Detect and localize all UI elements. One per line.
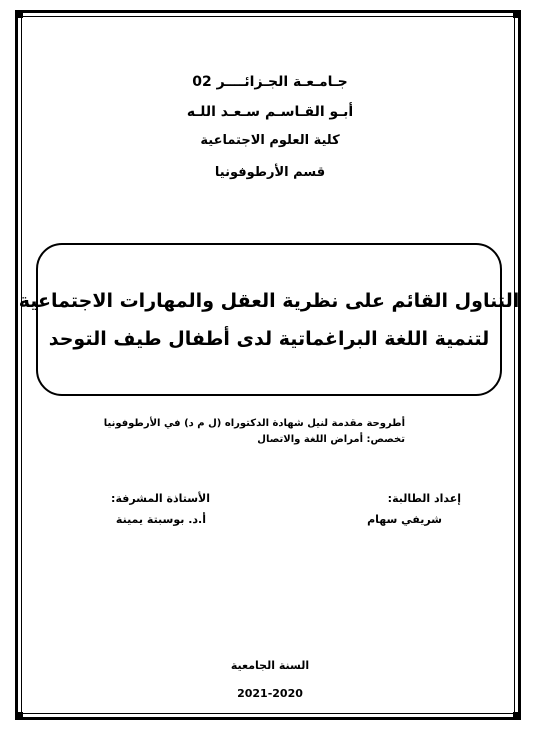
border-corner-top-left [15, 10, 23, 18]
university-title: جـامـعـة الجـزائــــر 02 [192, 74, 348, 90]
thesis-specialty: تخصص: أمراض اللغة والاتصال [257, 434, 405, 445]
border-corner-top-right [513, 10, 521, 18]
thesis-title-line-1: التناول القائم على نظرية العقل والمهارات الاجتماعية [18, 289, 520, 312]
border-corner-bottom-right [513, 712, 521, 720]
thesis-title-box [18, 243, 520, 396]
thesis-title-line-2: لتنمية اللغة البراغماتية لدى أطفال طيف التوحد [48, 327, 490, 350]
supervisor-label: الأستاذة المشرفة: [111, 492, 210, 505]
academic-year: 2021-2020 [237, 687, 303, 700]
supervisor-name: أ.د. بوسبتة يمينة [115, 513, 206, 526]
university-name: أبـو القـاسـم سـعـد اللـه [186, 104, 354, 120]
department-name: قسم الأرطوفونيا [214, 165, 326, 180]
border-corner-bottom-left [15, 712, 23, 720]
academic-year-label: السنة الجامعية [230, 659, 310, 672]
faculty-name: كلية العلوم الاجتماعية [200, 133, 340, 148]
student-label: إعداد الطالبة: [387, 492, 461, 505]
thesis-description: أطروحة مقدمة لنيل شهادة الدكتوراه (ل م د) في الأرطوفونيا [103, 418, 405, 429]
student-name: شريفي سهام [367, 513, 442, 526]
